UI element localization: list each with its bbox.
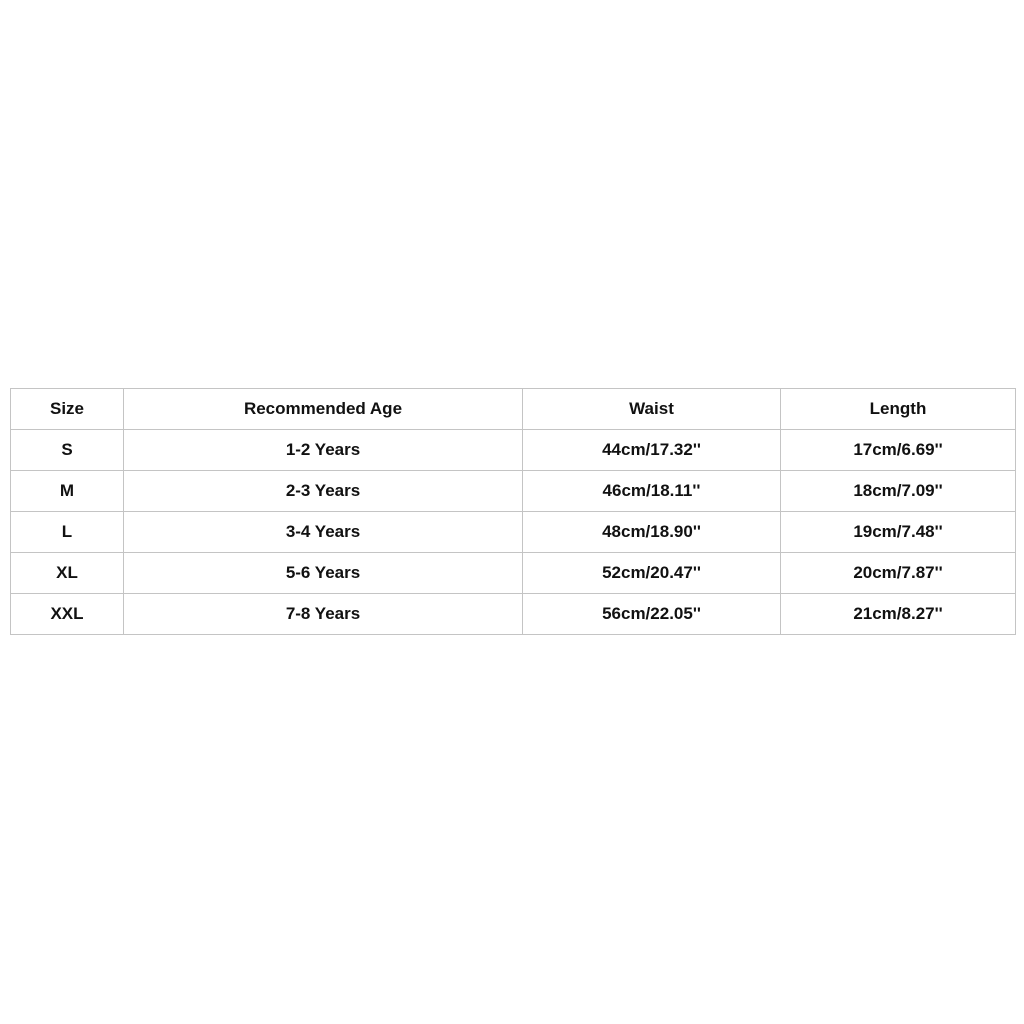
size-chart-header [11, 389, 1016, 430]
cell-length: 17cm/6.69'' [781, 430, 1016, 471]
table-row [11, 430, 1016, 471]
table-row [11, 512, 1016, 553]
table-row [11, 594, 1016, 635]
header-row [11, 389, 1016, 430]
table-row [11, 553, 1016, 594]
cell-age: 3-4 Years [124, 512, 523, 553]
cell-waist: 48cm/18.90'' [523, 512, 781, 553]
cell-length: 19cm/7.48'' [781, 512, 1016, 553]
cell-waist: 52cm/20.47'' [523, 553, 781, 594]
cell-size: M [11, 471, 124, 512]
cell-waist: 44cm/17.32'' [523, 430, 781, 471]
cell-size: L [11, 512, 124, 553]
cell-length: 21cm/8.27'' [781, 594, 1016, 635]
cell-size: XXL [11, 594, 124, 635]
cell-size: XL [11, 553, 124, 594]
header-age: Recommended Age [124, 389, 523, 430]
header-waist: Waist [523, 389, 781, 430]
cell-age: 7-8 Years [124, 594, 523, 635]
size-chart-body [11, 430, 1016, 635]
cell-age: 5-6 Years [124, 553, 523, 594]
cell-waist: 56cm/22.05'' [523, 594, 781, 635]
cell-waist: 46cm/18.11'' [523, 471, 781, 512]
cell-age: 1-2 Years [124, 430, 523, 471]
header-size: Size [11, 389, 124, 430]
cell-length: 18cm/7.09'' [781, 471, 1016, 512]
cell-size: S [11, 430, 124, 471]
table-row [11, 471, 1016, 512]
header-length: Length [781, 389, 1016, 430]
cell-age: 2-3 Years [124, 471, 523, 512]
cell-length: 20cm/7.87'' [781, 553, 1016, 594]
size-chart-table [10, 388, 1016, 635]
